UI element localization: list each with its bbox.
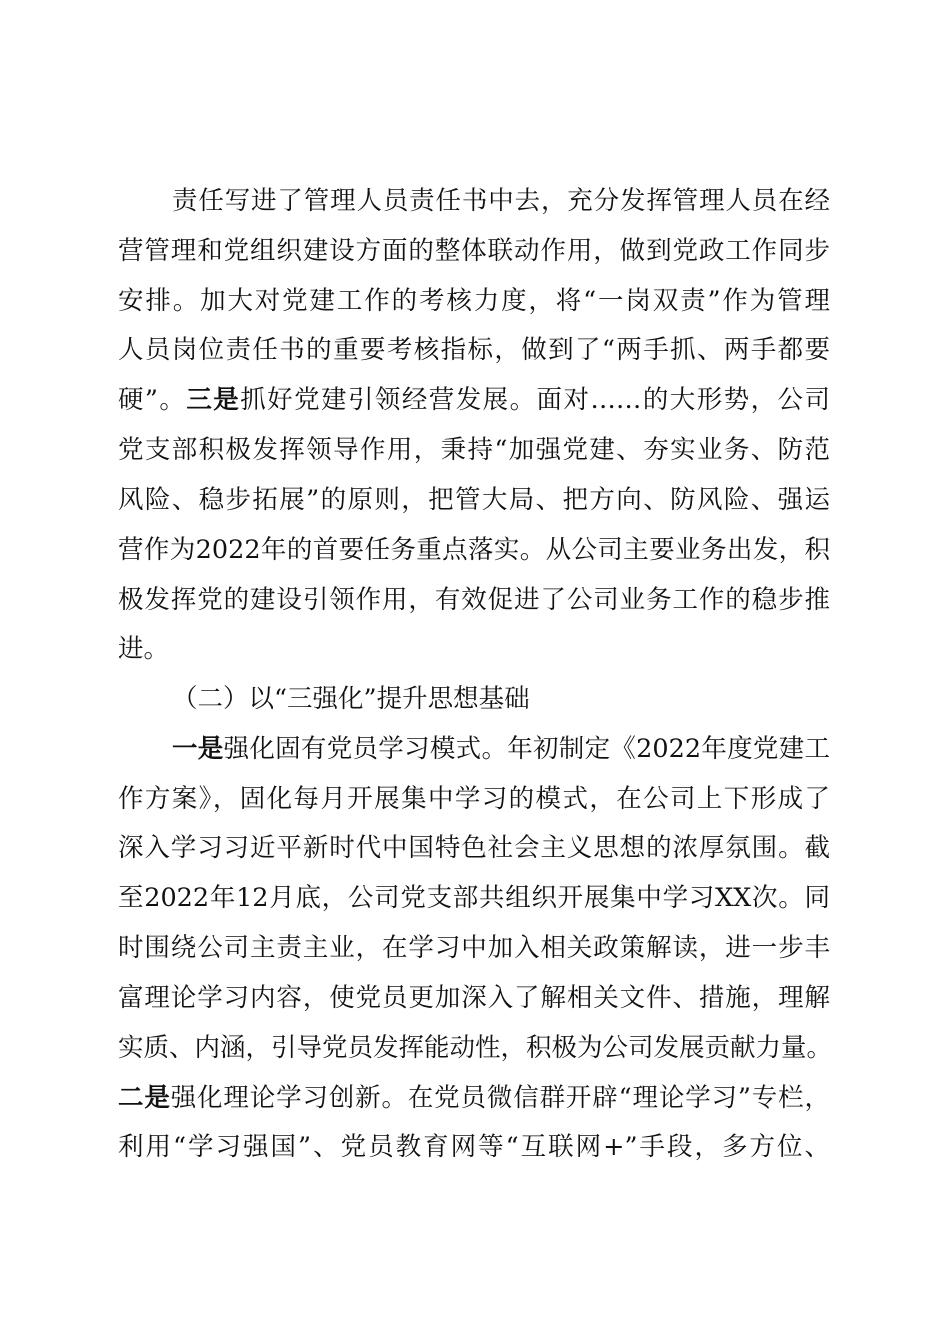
paragraph-line: 党支部积极发挥领导作用，秉持“加强党建、夯实业务、防范 [118,435,830,465]
paragraph-line [172,729,830,769]
paragraph-line: 责任写进了管理人员责任书中去，充分发挥管理人员在经 [172,186,830,216]
paragraph-line: 深入学习习近平新时代中国特色社会主义思想的浓厚氛围。截 [118,833,830,863]
text-run: 强化固有党员学习模式。年初制定《2022年度党建工 [223,734,830,764]
paragraph-line [118,1078,830,1118]
text-run: 抓好党建引领经营发展。面对……的大形势，公司 [240,385,830,415]
paragraph-line: 进。 [118,634,170,664]
paragraph-line: 作方案》，固化每月开展集中学习的模式，在公司上下形成了 [118,784,830,814]
paragraph-line: 至2022年12月底，公司党支部共组织开展集中学习XX次。同 [118,883,830,913]
paragraph-line: 极发挥党的建设引领作用，有效促进了公司业务工作的稳步推 [118,585,830,615]
paragraph-line: 富理论学习内容，使党员更加深入了解相关文件、措施，理解 [118,983,830,1013]
emphasis-label: 二是 [118,1083,171,1113]
section-heading: （二）以“三强化”提升思想基础 [172,684,530,714]
paragraph-line: 人员岗位责任书的重要考核指标，做到了“两手抓、两手都要 [118,335,830,365]
paragraph-line: 安排。加大对党建工作的考核力度，将“一岗双责”作为管理 [118,286,830,316]
paragraph-line [118,380,830,420]
text-run: 强化理论学习创新。在党员微信群开辟“理论学习”专栏， [170,1083,830,1113]
emphasis-label: 一是 [172,734,224,764]
paragraph-line: 营作为2022年的首要任务重点落实。从公司主要业务出发，积 [118,535,830,565]
paragraph-line: 利用“学习强国”、党员教育网等“互联网+”手段，多方位、 [118,1132,830,1162]
emphasis-label: 三是 [186,385,241,415]
text-run: 硬”。 [118,385,187,415]
paragraph-line: 实质、内涵，引导党员发挥能动性，积极为公司发展贡献力量。 [118,1033,833,1063]
paragraph-line: 营管理和党组织建设方面的整体联动作用，做到党政工作同步 [118,236,830,266]
paragraph-line: 时围绕公司主责主业，在学习中加入相关政策解读，进一步丰 [118,933,830,963]
paragraph-line: 风险、稳步拓展”的原则，把管大局、把方向、防风险、强运 [118,485,830,515]
